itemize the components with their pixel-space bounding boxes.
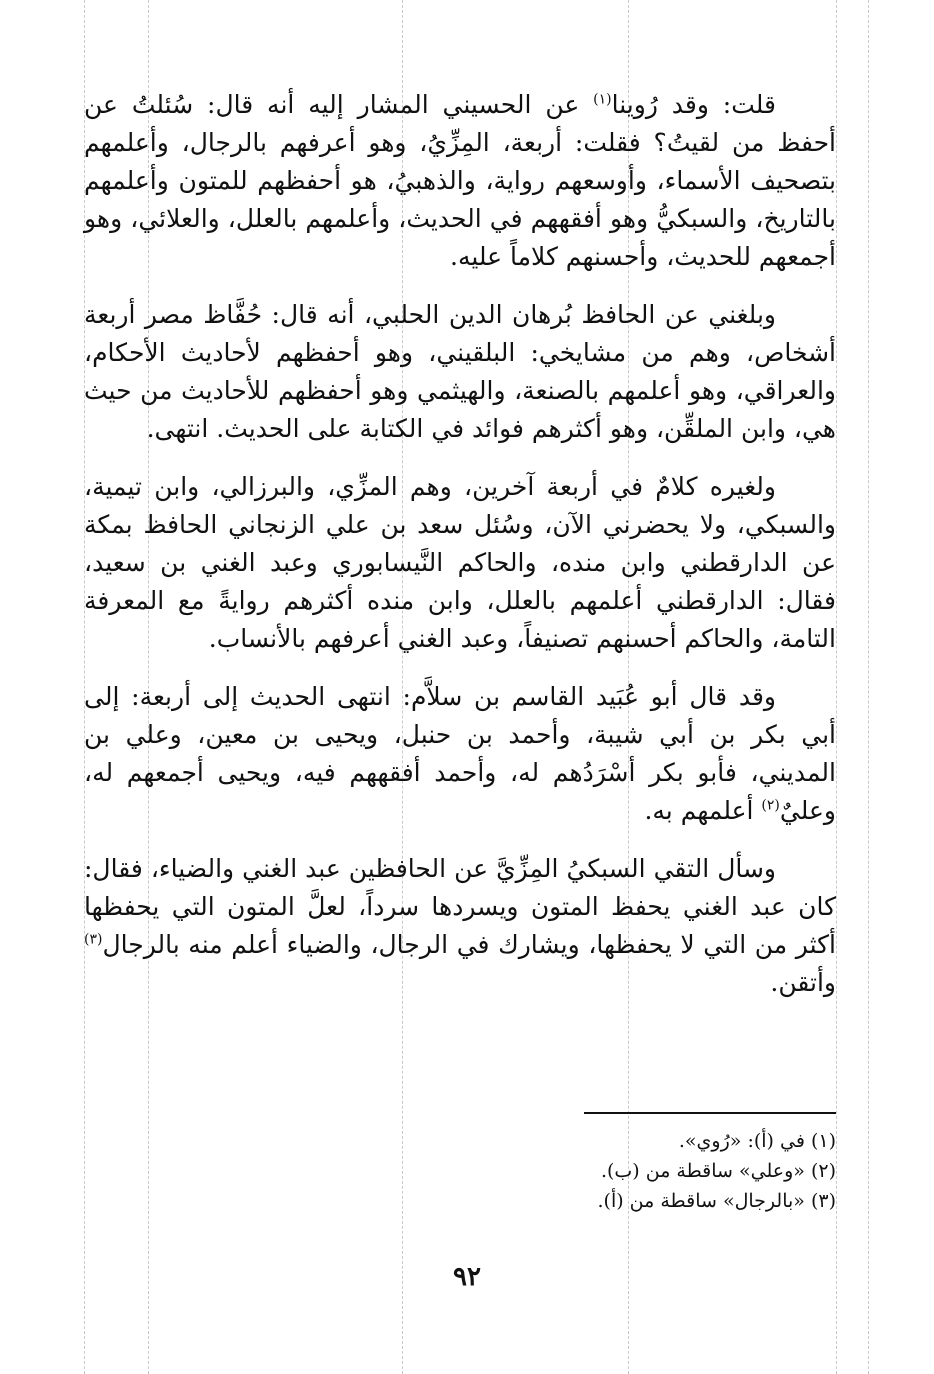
footnote-2: (٢) «وعلي» ساقطة من (ب). — [600, 1160, 836, 1182]
paragraph-text: وسأل التقي السبكيُ المِزِّيَّ عن الحافظين عبد الغني والضياء، فقال: كان عبد الغني يحفظ المتون ويسردها سرداً، لعلَّ المتون التي يحفظها أكثر من التي لا يحفظها، ويشارك في الرجال، والضياء أعلم منه بالرجال — [84, 854, 836, 959]
footnote-ref: (٣) — [84, 931, 103, 948]
footnote-1: (١) في (أ): «رُوي». — [678, 1130, 836, 1152]
paragraph-text: ولغيره كلامٌ في أربعة آخرين، وهم المزِّي، والبرزالي، وابن تيمية، والسبكي، ولا يحضرني الآن، وسُئل سعد بن علي الزنجاني الحافظ بمكة عن الدارقطني وابن منده، والحاكم النَّيسابوري وعبد الغني بن سعيد، فقال: الدارقطني أعلمهم بالعلل، وابن منده أكثرهم روايةً مع المعرفة التامة، والحاكم أحسنهم تصنيفاً، وعبد الغني أعرفهم بالأنساب. — [84, 472, 836, 653]
footnote-separator — [584, 1112, 836, 1114]
paragraph-5 — [84, 850, 836, 1002]
paragraph-4 — [84, 678, 836, 830]
scan-guide-line — [836, 0, 837, 1374]
scan-guide-line — [868, 0, 869, 1374]
footnote-ref: (٢) — [761, 797, 780, 814]
paragraph-text: قلت: وقد رُوينا — [611, 90, 776, 119]
paragraph-text: عن الحسيني المشار إليه أنه قال: سُئلتُ عن أحفظ من لقيتُ؟ فقلت: أربعة، المِزِّيُ، وهو أعرفهم بالرجال، وأعلمهم بتصحيف الأسماء، وأوسعهم رواية، والذهبيُ، هو أحفظهم للمتون وأعلمهم بالتاريخ، والسبكيُّ وهو أفقههم في الحديث، وأعلمهم بالعلل، والعلائي، وهو أجمعهم للحديث، وأحسنهم كلاماً عليه. — [84, 90, 837, 271]
paragraph-text: أعلمهم به. — [644, 796, 762, 825]
footnote-ref: (١) — [593, 91, 612, 108]
paragraph-text: وبلغني عن الحافظ بُرهان الدين الحلبي، أنه قال: حُفَّاظ مصر أربعة أشخاص، وهم من مشايخي: البلقيني، وهو أحفظهم لأحاديث الأحكام، والعراقي، وهو أعلمهم بالصنعة، والهيثمي وهو أحفظهم للأحاديث من حيث هي، وابن الملقِّن، وهو أكثرهم فوائد في الكتابة على الحديث. انتهى. — [84, 300, 836, 443]
footnote-3: (٣) «بالرجال» ساقطة من (أ). — [597, 1190, 836, 1212]
main-text — [84, 86, 836, 1022]
paragraph-text: وقد قال أبو عُبَيد القاسم بن سلاَّم: انتهى الحديث إلى أربعة: إلى أبي بكر بن أبي شيبة، وأحمد بن حنبل، ويحيى بن معين، وعلي بن المديني، فأبو بكر أسْرَدُهم له، وأحمد أفقههم فيه، ويحيى أجمعهم له، وعليٌ — [84, 682, 836, 825]
paragraph-1 — [84, 86, 836, 276]
paragraph-2 — [84, 296, 836, 448]
paragraph-text: وأتقن. — [770, 968, 836, 997]
paragraph-3 — [84, 468, 836, 658]
page-number: ٩٢ — [453, 1262, 481, 1292]
footnotes — [84, 1126, 836, 1216]
